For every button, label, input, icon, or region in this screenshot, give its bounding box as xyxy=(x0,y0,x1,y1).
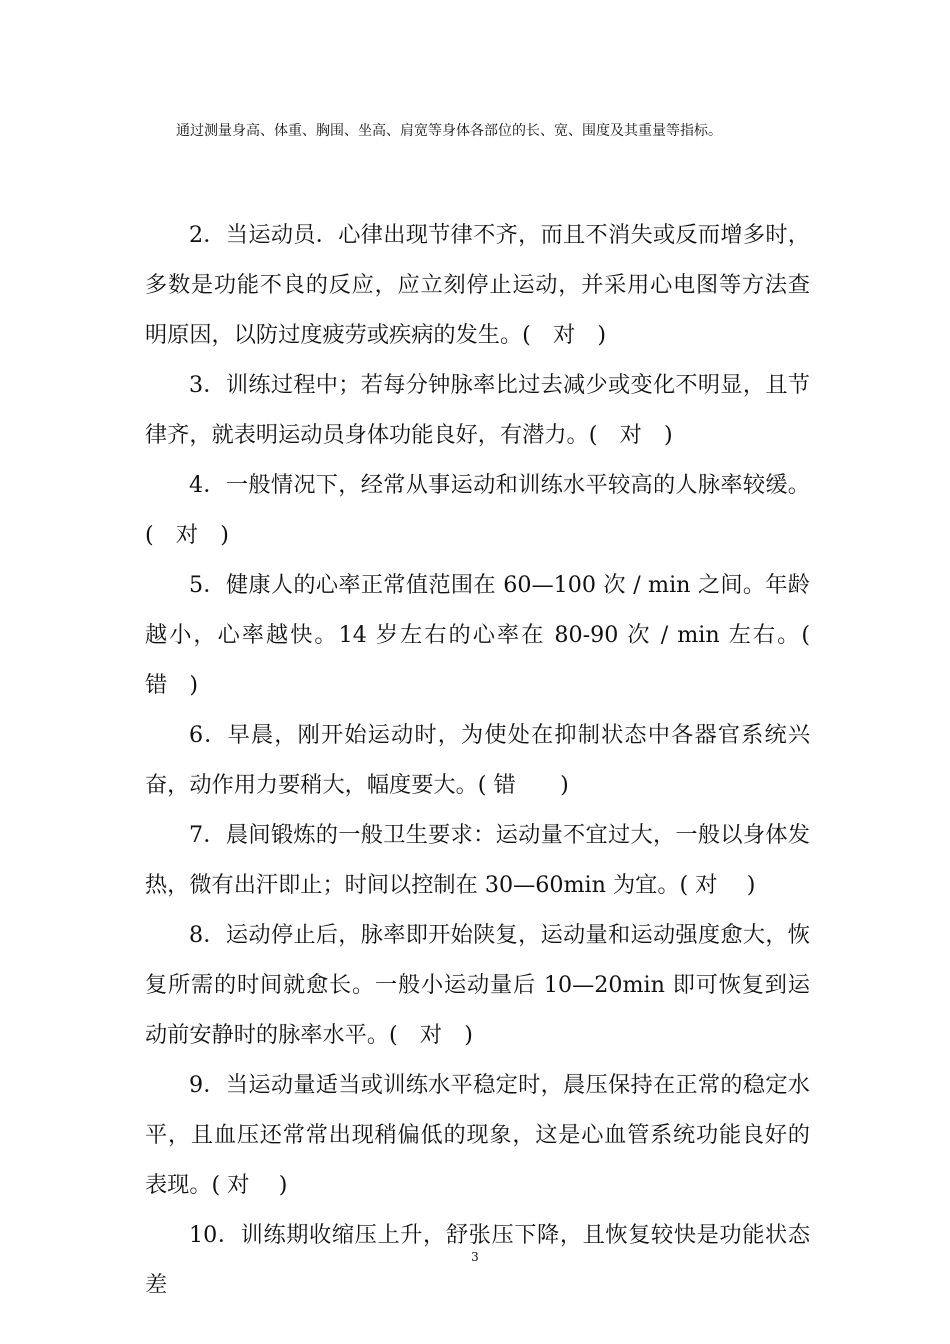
item-text: 训练过程中；若每分钟脉率比过去减少或变化不明显，且节律齐，就表明运动员身体功能良好，有潜力。( 对 ) xyxy=(145,372,810,448)
item-text: 晨间锻炼的一般卫生要求：运动量不宜过大，一般以身体发热，微有出汗即止；时间以控制在 30—60min 为宜。( 对 ) xyxy=(145,822,810,898)
intro-line: 通过测量身高、体重、胸围、坐高、肩宽等身体各部位的长、宽、围度及其重量等指标。 xyxy=(176,123,722,139)
list-item xyxy=(145,210,810,360)
list-item xyxy=(145,810,810,910)
item-number: 3． xyxy=(189,372,226,398)
item-number: 9． xyxy=(189,1072,226,1098)
item-number: 6． xyxy=(189,722,228,748)
list-item xyxy=(145,710,810,810)
item-number: 2． xyxy=(189,222,226,248)
item-text: 健康人的心率正常值范围在 60—100 次 / min 之间。年龄越小，心率越快。14 岁左右的心率在 80-90 次 / min 左右。( 错 ) xyxy=(145,572,833,698)
list-item xyxy=(145,460,810,560)
list-item xyxy=(145,560,833,710)
item-text: 早晨，刚开始运动时，为使处在抑制状态中各器官系统兴奋，动作用力要稍大，幅度要大。( 错 ) xyxy=(145,722,811,798)
item-number: 4． xyxy=(189,472,226,498)
list-item xyxy=(145,1060,810,1210)
item-number: 8． xyxy=(189,922,226,948)
list-item xyxy=(145,910,810,1060)
list-item xyxy=(145,360,810,460)
question-list xyxy=(145,210,833,1310)
page-number: 3 xyxy=(471,1250,479,1264)
item-number: 7． xyxy=(189,822,226,848)
item-number: 5． xyxy=(189,572,226,598)
item-text: 训练期收缩压上升，舒张压下降，且恢复较快是功能状态差 xyxy=(145,1222,811,1298)
item-text: 一般情况下，经常从事运动和训练水平较高的人脉率较缓。( 对 ) xyxy=(145,472,810,548)
item-number: 10． xyxy=(189,1222,241,1248)
item-text: 当运动员．心律出现节律不齐，而且不消失或反而增多时，多数是功能不良的反应，应立刻停止运动，并采用心电图等方法查明原因，以防过度疲劳或疾病的发生。( 对 ) xyxy=(145,222,810,348)
item-text: 当运动量适当或训练水平稳定时，晨压保持在正常的稳定水平，且血压还常常出现稍偏低的现象，这是心血管系统功能良好的表现。( 对 ) xyxy=(145,1072,810,1198)
item-text: 运动停止后，脉率即开始陕复，运动量和运动强度愈大，恢复所需的时间就愈长。一般小运动量后 10—20min 即可恢复到运动前安静时的脉率水平。( 对 ) xyxy=(145,922,810,1048)
